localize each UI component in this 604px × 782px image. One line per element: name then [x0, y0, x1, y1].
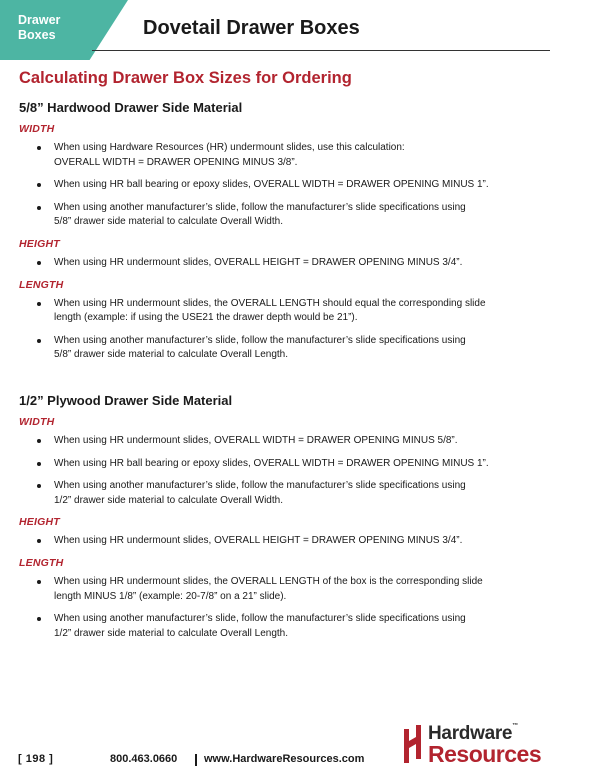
list-item-line: When using HR undermount slides, the OVERALL LENGTH of the box is the corresponding slide	[54, 575, 483, 587]
height-label: HEIGHT	[19, 237, 60, 250]
footer	[18, 753, 365, 765]
list-item	[19, 575, 559, 604]
list-item-line: When using another manufacturer’s slide, follow the manufacturer’s slide specifications using	[54, 334, 466, 346]
length-label: LENGTH	[19, 278, 64, 291]
list-item-line: When using HR ball bearing or epoxy slides, OVERALL WIDTH = DRAWER OPENING MINUS 1”.	[54, 179, 489, 191]
width-list	[19, 434, 559, 508]
page-number: [ 198 ]	[18, 753, 54, 765]
logo-wordmark-bottom: Resources	[428, 741, 542, 767]
category-tab-label	[18, 13, 60, 43]
width-label: WIDTH	[19, 415, 55, 428]
list-item-line: 5/8” drawer side material to calculate Overall Width.	[54, 216, 283, 228]
height-list	[19, 534, 559, 549]
section-heading: 1/2” Plywood Drawer Side Material	[19, 392, 233, 408]
length-list	[19, 297, 559, 363]
trademark-symbol: ™	[512, 723, 518, 729]
list-item	[19, 334, 559, 363]
section-heading: 5/8” Hardwood Drawer Side Material	[19, 100, 243, 115]
list-item-line: When using Hardware Resources (HR) undermount slides, use this calculation:	[54, 142, 405, 153]
list-item	[19, 479, 559, 508]
list-item-line: length MINUS 1/8” (example: 20-7/8” on a 21” slide).	[54, 590, 287, 602]
width-list	[19, 141, 559, 230]
list-item-line: 1/2” drawer side material to calculate Overall Length.	[54, 627, 289, 639]
list-item-line: OVERALL WIDTH = DRAWER OPENING MINUS 3/8”.	[54, 156, 298, 168]
list-item	[19, 141, 559, 170]
list-item	[19, 178, 559, 193]
length-label: LENGTH	[19, 556, 64, 569]
logo-line1: Hardware	[428, 723, 513, 744]
list-item-line: When using HR undermount slides, the OVERALL LENGTH should equal the corresponding slide	[54, 297, 486, 309]
header-divider	[92, 50, 550, 51]
list-item	[19, 256, 559, 271]
list-item-line: When using HR undermount slides, OVERALL WIDTH = DRAWER OPENING MINUS 5/8”.	[54, 434, 458, 446]
list-item-line: When using another manufacturer’s slide, follow the manufacturer’s slide specifications using	[54, 201, 466, 213]
page-title: Dovetail Drawer Boxes	[143, 17, 360, 39]
section-plywood	[19, 393, 559, 641]
list-item-line: length (example: if using the USE21 the drawer depth would be 21”).	[54, 312, 358, 324]
website-link[interactable]: www.HardwareResources.com	[204, 753, 365, 765]
main-heading: Calculating Drawer Box Sizes for Ordering	[19, 69, 352, 87]
list-item-line: When using another manufacturer’s slide, follow the manufacturer’s slide specifications using	[54, 613, 466, 625]
list-item-line: 5/8” drawer side material to calculate Overall Length.	[54, 349, 289, 361]
logo-mark-icon	[404, 725, 422, 765]
list-item-line: When using HR undermount slides, OVERALL HEIGHT = DRAWER OPENING MINUS 3/4”.	[54, 256, 463, 268]
list-item-line: When using HR undermount slides, OVERALL HEIGHT = DRAWER OPENING MINUS 3/4”.	[54, 535, 463, 547]
width-label: WIDTH	[19, 123, 55, 135]
list-item	[19, 457, 559, 472]
height-label: HEIGHT	[19, 516, 60, 529]
list-item	[19, 612, 559, 641]
category-tab-line2: Boxes	[18, 28, 56, 42]
footer-divider	[195, 754, 197, 766]
list-item-line: 1/2” drawer side material to calculate Overall Width.	[54, 494, 283, 506]
list-item	[19, 534, 559, 549]
category-tab-line1: Drawer	[18, 13, 61, 27]
list-item-line: When using another manufacturer’s slide, follow the manufacturer’s slide specifications using	[54, 480, 466, 492]
length-list	[19, 575, 559, 641]
list-item-line: When using HR ball bearing or epoxy slides, OVERALL WIDTH = DRAWER OPENING MINUS 1”.	[54, 457, 489, 469]
main-content	[19, 69, 559, 649]
list-item	[19, 434, 559, 449]
section-hardwood	[19, 100, 559, 363]
list-item	[19, 201, 559, 230]
company-logo	[404, 723, 564, 771]
list-item	[19, 297, 559, 326]
phone-number: 800.463.0660	[110, 753, 178, 765]
height-list	[19, 256, 559, 271]
